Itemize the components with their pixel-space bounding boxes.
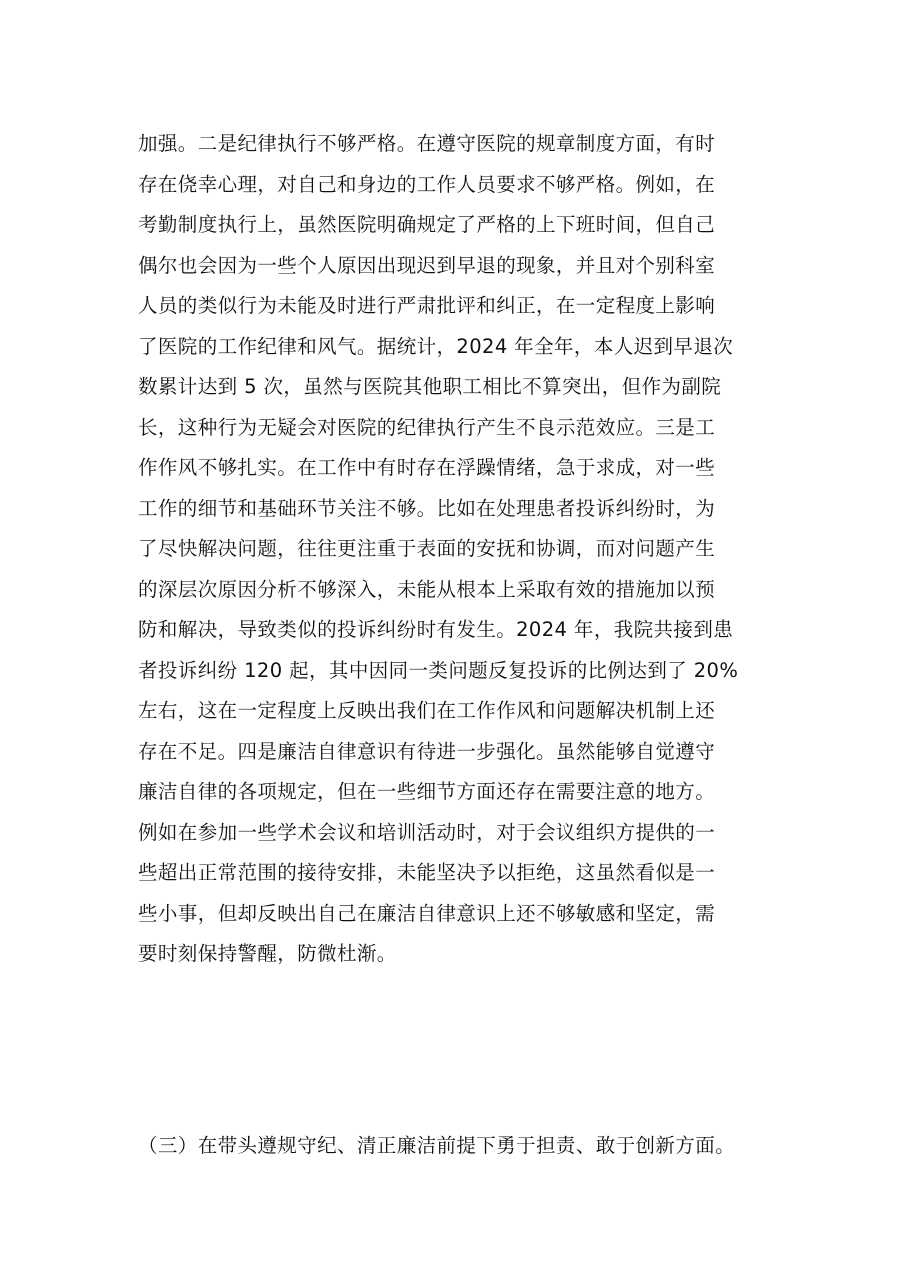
text-line-11: 了尽快解决问题，往往更注重于表面的安抚和协调，而对问题产生 xyxy=(138,537,716,560)
text-line-20: 些小事，但却反映出自己在廉洁自律意识上还不够敏感和坚定，需 xyxy=(138,901,716,925)
section-heading: （三）在带头遵规守纪、清正廉洁前提下勇于担责、敢于创新方面。 xyxy=(138,1134,736,1157)
text-line-18: 例如在参加一些学术会议和培训活动时，对于会议组织方提供的一 xyxy=(138,820,716,844)
text-line-6: 了医院的工作纪律和风气。据统计，2024 年全年，本人迟到早退次 xyxy=(138,334,734,358)
text-line-1: 加强。二是纪律执行不够严格。在遵守医院的规章制度方面，有时 xyxy=(138,132,716,155)
text-line-3: 考勤制度执行上，虽然医院明确规定了严格的上下班时间，但自己 xyxy=(138,213,716,236)
text-line-21: 要时刻保持警醒，防微杜渐。 xyxy=(138,942,397,965)
text-line-16: 存在不足。四是廉洁自律意识有待进一步强化。虽然能够自觉遵守 xyxy=(138,739,716,763)
text-line-4: 偶尔也会因为一些个人原因出现迟到早退的现象，并且对个别科室 xyxy=(138,253,716,277)
text-line-17: 廉洁自律的各项规定，但在一些细节方面还存在需要注意的地方。 xyxy=(138,780,716,803)
body-paragraph xyxy=(138,124,778,975)
text-line-10: 工作的细节和基础环节关注不够。比如在处理患者投诉纠纷时，为 xyxy=(138,496,716,520)
text-line-15: 左右，这在一定程度上反映出我们在工作作风和问题解决机制上还 xyxy=(138,699,716,722)
text-line-5: 人员的类似行为未能及时进行严肃批评和纠正，在一定程度上影响 xyxy=(138,294,716,317)
text-line-2: 存在侥幸心理，对自己和身边的工作人员要求不够严格。例如，在 xyxy=(138,172,716,196)
text-line-12: 的深层次原因分析不够深入，未能从根本上采取有效的措施加以预 xyxy=(138,577,716,601)
text-line-7: 数累计达到 5 次，虽然与医院其他职工相比不算突出，但作为副院 xyxy=(138,375,722,398)
text-line-14: 者投诉纠纷 120 起，其中因同一类问题反复投诉的比例达到了 20% xyxy=(138,658,739,682)
text-line-19: 些超出正常范围的接待安排，未能坚决予以拒绝，这虽然看似是一 xyxy=(138,861,716,884)
text-line-8: 长，这种行为无疑会对医院的纪律执行产生不良示范效应。三是工 xyxy=(138,415,716,439)
text-line-9: 作作风不够扎实。在工作中有时存在浮躁情绪，急于求成，对一些 xyxy=(138,456,716,479)
text-line-13: 防和解决，导致类似的投诉纠纷时有发生。2024 年，我院共接到患 xyxy=(138,618,734,641)
